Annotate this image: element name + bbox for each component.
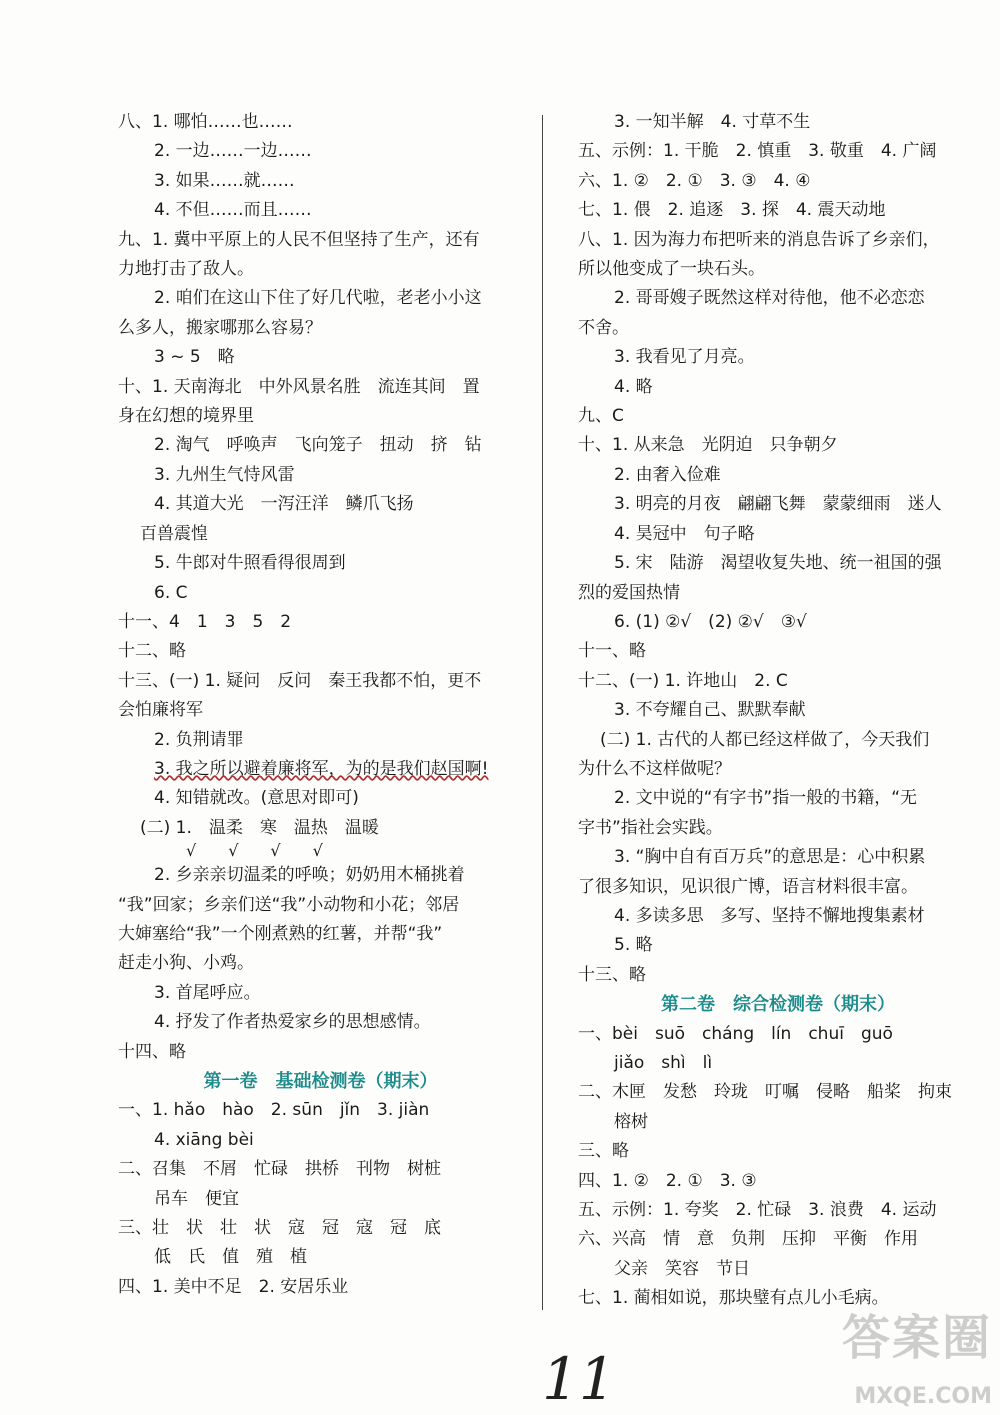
answer-line: 五、示例：1. 夸奖 2. 忙碌 3. 浪费 4. 运动 <box>578 1200 937 1221</box>
answer-line: “我”回家；乡亲们送“我”小动物和小花；邻居 <box>118 894 460 915</box>
answer-line: 九、1. 冀中平原上的人民不但坚持了生产，还有 <box>118 229 480 250</box>
answer-line: 烈的爱国热情 <box>578 582 680 603</box>
answer-line: 吊车 便宜 <box>154 1188 239 1209</box>
answer-line: 5. 略 <box>614 935 653 956</box>
answer-line: 2. 由奢入俭难 <box>614 464 721 485</box>
answer-line: 十四、略 <box>118 1041 186 1062</box>
answer-line: jiǎo shì lì <box>614 1053 713 1073</box>
answer-line: 一、bèi suō cháng lín chuī guō <box>578 1023 893 1044</box>
answer-line: 4. 多读多思 多写、坚持不懈地搜集素材 <box>614 905 925 926</box>
answer-line: 6. C <box>154 582 188 603</box>
answer-line: 2. 乡亲亲切温柔的呼唤；奶奶用木桶挑着 <box>154 865 465 886</box>
answer-line: 大婶塞给“我”一个刚煮熟的红薯，并帮“我” <box>118 923 443 944</box>
answer-line: 十、1. 天南海北 中外风景名胜 流连其间 置 <box>118 376 480 397</box>
answer-line: √ √ √ √ <box>186 841 323 861</box>
answer-line: 十三、(一) 1. 疑问 反问 秦王我都不怕，更不 <box>118 670 482 691</box>
answer-line: 么多人，搬家哪那么容易？ <box>118 317 322 338</box>
left-column <box>118 108 523 1302</box>
answer-line: 十三、略 <box>578 964 646 985</box>
answer-line: 父亲 笑容 节日 <box>614 1258 750 1279</box>
answer-line: 低 氏 值 殖 植 <box>154 1247 307 1268</box>
answer-line: 所以他变成了一块石头。 <box>578 259 765 280</box>
answer-line: 五、示例：1. 干脆 2. 慎重 3. 敬重 4. 广阔 <box>578 141 937 162</box>
answer-line: 5. 宋 陆游 渴望收复失地、统一祖国的强 <box>614 553 942 574</box>
answer-line: 七、1. 偎 2. 追逐 3. 探 4. 震天动地 <box>578 200 886 221</box>
answer-line: 四、1. ② 2. ① 3. ③ <box>578 1170 757 1191</box>
answer-line: 不舍。 <box>578 317 629 338</box>
answer-line: 2. 一边……一边…… <box>154 141 312 162</box>
answer-line: 十二、(一) 1. 许地山 2. C <box>578 670 788 691</box>
section-heading: 第二卷 综合检测卷（期末） <box>661 994 895 1016</box>
answer-line: (二) 1. 温柔 寒 温热 温暖 <box>140 817 379 838</box>
right-column <box>578 108 978 1314</box>
answer-line: 为什么不这样做呢？ <box>578 758 731 779</box>
answer-line: 六、兴高 情 意 负荆 压抑 平衡 作用 <box>578 1229 918 1250</box>
answer-line: 4. 知错就改。(意思对即可) <box>154 788 359 809</box>
answer-line: 四、1. 美中不足 2. 安居乐业 <box>118 1276 349 1297</box>
answer-line: 十二、略 <box>118 641 186 662</box>
section-heading: 第一卷 基础检测卷（期末） <box>203 1071 438 1092</box>
column-divider <box>542 115 543 1310</box>
answer-line: 十一、略 <box>578 641 646 662</box>
answer-line: 3. 首尾呼应。 <box>154 982 261 1003</box>
answer-line: 八、1. 哪怕……也…… <box>118 112 293 132</box>
answer-line: 2. 文中说的“有字书”指一般的书籍，“无 <box>614 788 918 809</box>
answer-line: 2. 负荆请罪 <box>154 729 244 750</box>
answer-line: 会怕廉将军 <box>118 700 203 721</box>
answer-line: 3. 九州生气恃风雷 <box>154 464 295 485</box>
answer-line: (二) 1. 古代的人都已经这样做了，今天我们 <box>600 729 930 750</box>
answer-line: 赶走小狗、小鸡。 <box>118 953 254 974</box>
answer-line: 八、1. 因为海力布把听来的消息告诉了乡亲们， <box>578 229 940 250</box>
answer-line: 4. 略 <box>614 376 653 397</box>
answer-line: 6. (1) ②√ (2) ②√ ③√ <box>614 611 807 632</box>
answer-line: 一、1. hǎo hào 2. sūn jǐn 3. jiàn <box>118 1100 430 1121</box>
answer-line: 2. 淘气 呼唤声 飞向笼子 扭动 挤 钻 <box>154 435 482 456</box>
answer-line: 2. 咱们在这山下住了好几代啦，老老小小这 <box>154 288 482 309</box>
answer-line: 3. 一知半解 4. 寸草不生 <box>614 112 811 132</box>
answer-line: 榕树 <box>614 1111 648 1132</box>
answer-line: 六、1. ② 2. ① 3. ③ 4. ④ <box>578 170 811 191</box>
answer-line: 力地打击了敌人。 <box>118 259 254 280</box>
watermark-top: 答案圈 <box>841 1310 992 1366</box>
answer-line: 5. 牛郎对牛照看得很周到 <box>154 553 346 574</box>
watermark-bottom: MXQE.COM <box>854 1384 992 1409</box>
answer-line: 二、木匣 发愁 玲珑 叮嘱 侵略 船桨 拘束 <box>578 1082 952 1103</box>
answer-line: 3. 我之所以避着廉将军，为的是我们赵国啊! <box>154 758 489 779</box>
answer-line: 百兽震惶 <box>140 523 208 544</box>
answer-line: 4. 其道大光 一泻汪洋 鳞爪飞扬 <box>154 494 414 515</box>
answer-line: 字书”指社会实践。 <box>578 817 723 838</box>
answer-line: 4. xiāng bèi <box>154 1129 254 1150</box>
answer-line: 4. 不但……而且…… <box>154 200 312 221</box>
answer-line: 3. 我看见了月亮。 <box>614 347 755 368</box>
page-number: 11 <box>542 1345 616 1413</box>
answer-line: 3. 如果……就…… <box>154 170 295 191</box>
answer-line: 3. 明亮的月夜 翩翩飞舞 蒙蒙细雨 迷人 <box>614 494 942 515</box>
watermark-logo <box>827 1299 992 1409</box>
answer-line: 3. “胸中自有百万兵”的意思是：心中积累 <box>614 847 926 868</box>
answer-line: 二、召集 不屑 忙碌 拱桥 刊物 树桩 <box>118 1159 441 1180</box>
answer-line: 了很多知识，见识很广博，语言材料很丰富。 <box>578 876 918 897</box>
answer-line: 3. 不夸耀自己、默默奉献 <box>614 700 806 721</box>
answer-line: 十、1. 从来急 光阴迫 只争朝夕 <box>578 435 838 456</box>
answer-line: 七、1. 蔺相如说，那块璧有点儿小毛病。 <box>578 1288 889 1309</box>
answer-line: 2. 哥哥嫂子既然这样对待他，他不必恋恋 <box>614 288 925 309</box>
answer-line: 三、壮 状 壮 状 寇 冠 寇 冠 底 <box>118 1218 441 1239</box>
answer-line: 4. 抒发了作者热爱家乡的思想感情。 <box>154 1012 431 1033</box>
answer-line: 十一、4 1 3 5 2 <box>118 611 292 632</box>
answer-line: 三、略 <box>578 1141 629 1162</box>
answer-line: 身在幻想的境界里 <box>118 406 254 427</box>
answer-line: 3 ~ 5 略 <box>154 347 235 368</box>
answer-line: 4. 昊冠中 句子略 <box>614 523 755 544</box>
answer-line: 九、C <box>578 406 624 427</box>
